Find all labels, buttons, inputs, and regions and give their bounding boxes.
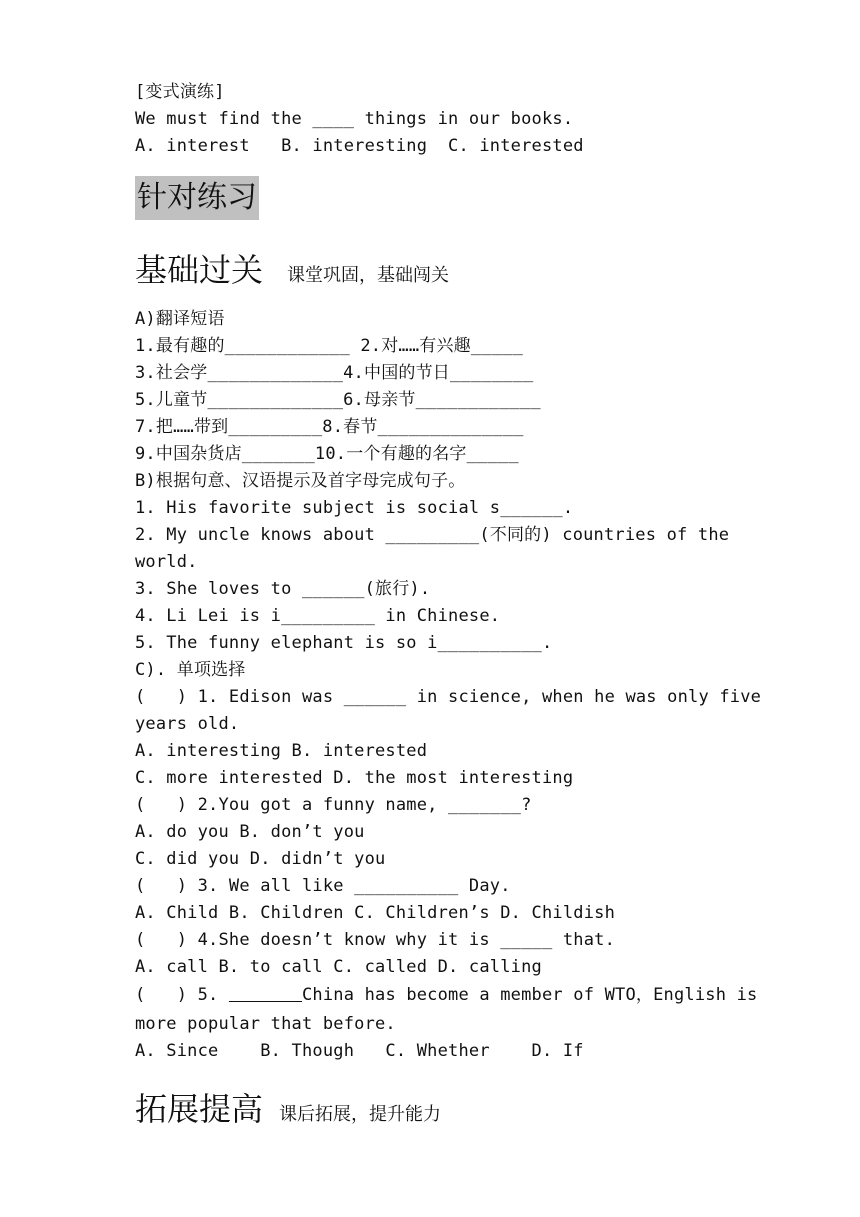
partC-line: A. do you B. don’t you xyxy=(135,822,365,842)
partC-line: C. did you D. didn’t you xyxy=(135,849,386,869)
partC-line: ( ) 2.You got a funny name, _______? xyxy=(135,795,532,815)
section2-heading xyxy=(135,1087,441,1137)
partC-line: ( ) 4.She doesn’t know why it is _____ that. xyxy=(135,930,616,950)
section1-heading xyxy=(135,248,449,298)
partC-line: C. more interested D. the most interesting xyxy=(135,768,574,788)
partB-line: 2. My uncle knows about _________(不同的) countries of the xyxy=(135,525,730,545)
partA-line: 9.中国杂货店_______10.一个有趣的名字_____ xyxy=(135,444,519,464)
partC-line: ( ) 3. We all like __________ Day. xyxy=(135,876,511,896)
q5-blank xyxy=(229,985,302,1005)
section2-title: 拓展提高 xyxy=(135,1090,264,1128)
q5-rest: China has become a member of WTO，English is xyxy=(301,985,758,1005)
variant-options: A. interest B. interesting C. interested xyxy=(135,136,584,156)
partC-title: C). 单项选择 xyxy=(135,660,246,680)
partC-line: ( ) 1. Edison was ______ in science, when he was only five xyxy=(135,687,762,707)
partB-line: 3. She loves to ______(旅行). xyxy=(135,579,431,599)
partC-line: A. Child B. Children C. Children’s D. Childish xyxy=(135,903,616,923)
partC-q5 xyxy=(135,981,761,1010)
partA-line: 5.儿童节_____________6.母亲节____________ xyxy=(135,390,541,410)
partA-line: 3.社会学_____________4.中国的节日________ xyxy=(135,363,534,383)
q5-prefix: ( ) 5. xyxy=(135,985,229,1005)
partA-line: 7.把……带到_________8.春节______________ xyxy=(135,417,524,437)
variant-title: [变式演练] xyxy=(135,82,225,102)
partC-line: years old. xyxy=(135,714,240,734)
partC-q5-line2: more popular that before. xyxy=(135,1014,396,1034)
section2-subtitle: 课后拓展，提升能力 xyxy=(279,1104,442,1125)
partC-line: A. interesting B. interested xyxy=(135,741,428,761)
section1-subtitle: 课堂巩固，基础闯关 xyxy=(287,265,450,286)
partC-q5-options: A. Since B. Though C. Whether D. If xyxy=(135,1041,584,1061)
partB-line: 1. His favorite subject is social s______. xyxy=(135,498,574,518)
partA-line: 1.最有趣的____________ 2.对……有兴趣_____ xyxy=(135,336,524,356)
section1-title: 基础过关 xyxy=(135,251,264,289)
partB-line: 4. Li Lei is i_________ in Chinese. xyxy=(135,606,501,626)
variant-question: We must find the ____ things in our books. xyxy=(135,109,574,129)
partB-title: B)根据句意、汉语提示及首字母完成句子。 xyxy=(135,471,466,491)
partB-line: world. xyxy=(135,552,198,572)
practice-heading: 针对练习 xyxy=(135,176,259,220)
partB-line: 5. The funny elephant is so i__________. xyxy=(135,633,553,653)
partC-line: A. call B. to call C. called D. calling xyxy=(135,957,542,977)
partA-title: A)翻译短语 xyxy=(135,309,225,329)
